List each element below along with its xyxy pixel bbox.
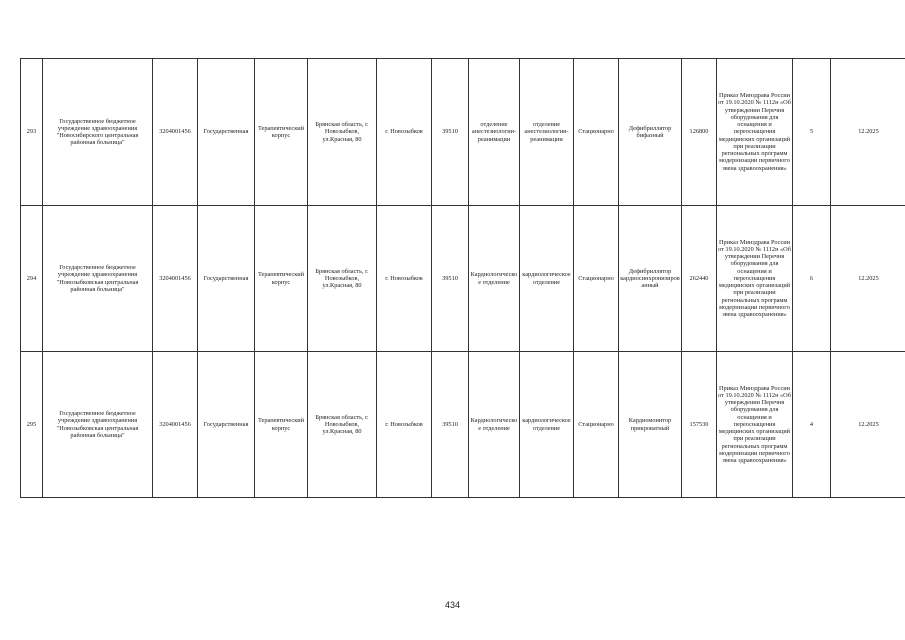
department-cell: отделение анестезиологии-реанимации xyxy=(469,59,520,206)
equipment-cell: Дефибриллятор бифазный xyxy=(619,59,682,206)
okato-cell: 39510 xyxy=(432,206,469,352)
equipment-cell: Дефибриллятор кардиосинхронизированный xyxy=(619,206,682,352)
quantity-cell: 4 xyxy=(793,352,831,498)
unit-cell: кардиологическое отделение xyxy=(520,352,574,498)
order-cell: Приказ Минздрава России от 19.10.2020 № 1112н «Об утверждении Перечня оборудования для оснащения и переоснащения медицинских организаций при реализации региональных программ модернизации первичного звена здравоохранения» xyxy=(717,352,793,498)
care-type-cell: Стационарно xyxy=(574,59,619,206)
building-cell: Терапевтический корпус xyxy=(255,206,308,352)
inn-cell: 3204001456 xyxy=(153,352,198,498)
order-cell: Приказ Минздрава России от 19.10.2020 № 1112н «Об утверждении Перечня оборудования для оснащения и переоснащения медицинских организаций при реализации региональных программ модернизации первичного звена здравоохранения» xyxy=(717,59,793,206)
inn-cell: 3204001456 xyxy=(153,206,198,352)
ownership-cell: Государственная xyxy=(198,352,255,498)
unit-cell: кардиологическое отделение xyxy=(520,206,574,352)
care-type-cell: Стационарно xyxy=(574,206,619,352)
city-cell: г. Новозыбков xyxy=(377,206,432,352)
table-row xyxy=(21,206,905,352)
code-cell: 126800 xyxy=(682,59,717,206)
care-type-cell: Стационарно xyxy=(574,352,619,498)
code-cell: 157530 xyxy=(682,352,717,498)
row-number-cell: 295 xyxy=(21,352,43,498)
unit-cell: отделение анестезиологии-реанимации xyxy=(520,59,574,206)
okato-cell: 39510 xyxy=(432,352,469,498)
year-cell: 12.2025 xyxy=(831,206,905,352)
institution-cell: Государственное бюджетное учреждение здравоохранения "Новозыбковская центральная районная больница" xyxy=(43,206,153,352)
order-cell: Приказ Минздрава России от 19.10.2020 № 1112н «Об утверждении Перечня оборудования для оснащения и переоснащения медицинских организаций при реализации региональных программ модернизации первичного звена здравоохранения» xyxy=(717,206,793,352)
page-number: 434 xyxy=(444,600,461,610)
row-number-cell: 294 xyxy=(21,206,43,352)
address-cell: Брянская область, г. Новозыбков, ул.Красная, 80 xyxy=(308,59,377,206)
institution-cell: Государственное бюджетное учреждение здравоохранения "Новосибирского центральная районная больница" xyxy=(43,59,153,206)
building-cell: Терапевтический корпус xyxy=(255,352,308,498)
year-cell: 12.2025 xyxy=(831,352,905,498)
department-cell: Кардиологическое отделение xyxy=(469,352,520,498)
inn-cell: 3204001456 xyxy=(153,59,198,206)
okato-cell: 39510 xyxy=(432,59,469,206)
table-row xyxy=(21,352,905,498)
department-cell: Кардиологическое отделение xyxy=(469,206,520,352)
table-row xyxy=(21,59,905,206)
quantity-cell: 5 xyxy=(793,59,831,206)
equipment-cell: Кардиомонитор прикроватный xyxy=(619,352,682,498)
address-cell: Брянская область, г. Новозыбков, ул.Красная, 80 xyxy=(308,206,377,352)
building-cell: Терапевтический корпус xyxy=(255,59,308,206)
address-cell: Брянская область, г. Новозыбков, ул.Красная, 80 xyxy=(308,352,377,498)
city-cell: г. Новозыбков xyxy=(377,59,432,206)
city-cell: г. Новозыбков xyxy=(377,352,432,498)
row-number-cell: 293 xyxy=(21,59,43,206)
year-cell: 12.2025 xyxy=(831,59,905,206)
code-cell: 262440 xyxy=(682,206,717,352)
ownership-cell: Государственная xyxy=(198,206,255,352)
ownership-cell: Государственная xyxy=(198,59,255,206)
institution-cell: Государственное бюджетное учреждение здравоохранения "Новозыбковская центральная районная больница" xyxy=(43,352,153,498)
quantity-cell: 6 xyxy=(793,206,831,352)
equipment-table xyxy=(20,58,905,498)
